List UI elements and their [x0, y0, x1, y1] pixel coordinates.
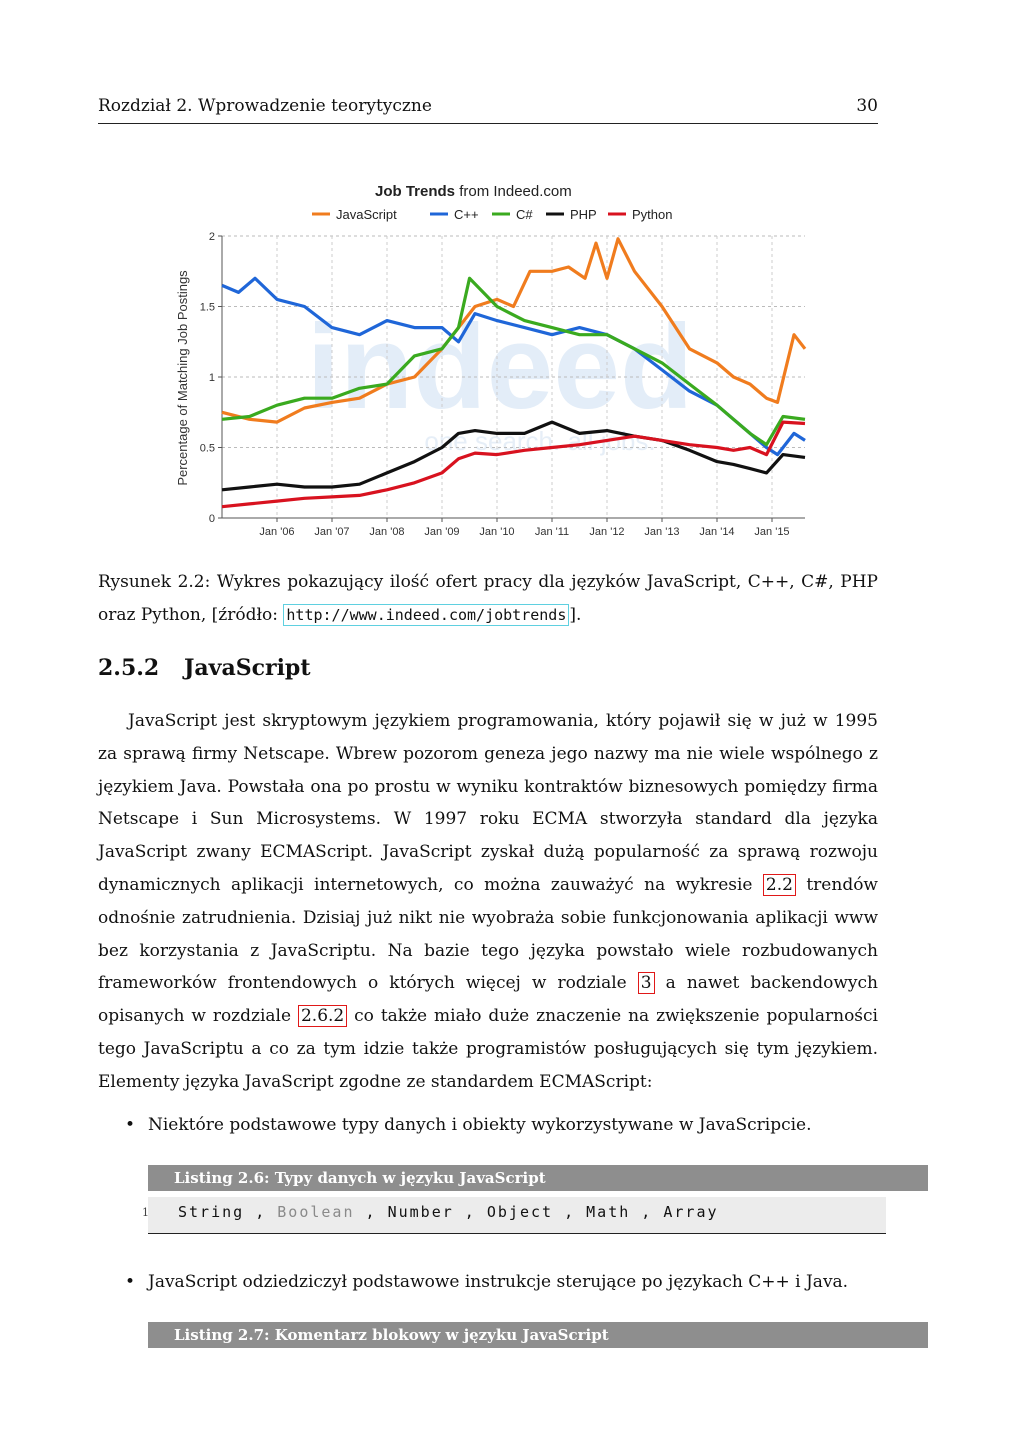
y-tick-label: 1 [208, 372, 215, 384]
section-ref-2-6-2[interactable]: 2.6.2 [298, 1005, 347, 1027]
code-line: String , Boolean , Number , Object , Math , Array [178, 1203, 719, 1221]
chart-title: Job Trends from Indeed.com [375, 183, 572, 200]
listing-2-6-title: Listing 2.6: Typy danych w języku JavaScript [148, 1165, 928, 1191]
listing-2-6-code [142, 1197, 886, 1234]
y-tick-label: 0 [208, 513, 215, 525]
y-tick-label: 1.5 [199, 301, 215, 314]
header-chapter-title: Rozdział 2. Wprowadzenie teorytyczne [98, 96, 432, 116]
legend-label: C++ [454, 207, 479, 222]
bullet-dot: • [125, 1115, 136, 1135]
source-link[interactable]: http://www.indeed.com/jobtrends [283, 604, 569, 626]
indeed-watermark: indeed [306, 300, 694, 434]
bullet-text: Niektóre podstawowe typy danych i obiekty wykorzystywane w JavaScripcie. [148, 1115, 812, 1135]
job-trends-chart [170, 178, 820, 543]
running-header [98, 96, 878, 124]
body-paragraph [98, 705, 878, 1099]
paragraph-text-1: JavaScript jest skryptowym językiem programowania, który pojawił się w już w 1995 za sprawą firmy Netscape. Wbrew pozorom geneza jego nazwy ma nie wiele wspólnego z językiem Java. Powstała ona po prostu w wyniku kontraktów biznesowych pomiędzy firma Netscape i Sun Microsystems. W 1997 roku ECMA stworzyła standard dla języka JavaScript zwany ECMAScript. JavaScript zyskał dużą popularność za sprawą rozwoju dynamicznych aplikacji internetowych, co można zauważyć na wykresie [98, 711, 878, 895]
paragraph-text-3: a nawet backendowych opisanych w rozdziale [98, 973, 879, 1027]
figure-ref-2-2[interactable]: 2.2 [763, 874, 796, 896]
x-tick-label: Jan '12 [589, 526, 625, 538]
chapter-ref-3[interactable]: 3 [638, 972, 655, 994]
legend-label: C# [516, 207, 533, 222]
section-heading [98, 655, 310, 681]
bullet-item-1 [125, 1115, 812, 1135]
legend-label: Python [632, 207, 673, 222]
figure-caption [98, 566, 878, 632]
indeed-watermark-tagline: one search. all jobs. [424, 426, 656, 456]
caption-text: Rysunek 2.2: Wykres pokazujący ilość ofert pracy dla języków JavaScript, C++, C#, PHP oraz Python, [źródło: [98, 572, 878, 625]
x-tick-label: Jan '09 [424, 526, 460, 538]
page-number: 30 [856, 96, 878, 116]
legend-label: JavaScript [336, 207, 397, 222]
bullet-item-2 [125, 1272, 848, 1292]
chart-legend [312, 207, 672, 222]
y-tick-label: 2 [208, 231, 215, 243]
x-tick-label: Jan '14 [699, 526, 735, 538]
paragraph-text-2: trendów odnośnie zatrudnienia. Dzisiaj już nikt nie wyobraża sobie funkcjonowania aplikacji www bez korzystania z JavaScriptu. Na bazie tego języka powstało wiele rozbudowanych frameworków frontendowych o których więcej w rodziale [98, 874, 878, 994]
paragraph-text-4: co także miało duże znaczenie na zwiększenie popularności tego JavaScriptu a co za tym idzie także programistów posługujących się tym językiem. Elementy języka JavaScript zgodne ze standardem ECMAScript: [98, 1006, 878, 1092]
x-tick-label: Jan '08 [369, 526, 405, 538]
legend-label: PHP [570, 207, 597, 222]
x-tick-label: Jan '15 [754, 526, 790, 538]
x-tick-label: Jan '10 [479, 526, 515, 538]
section-number: 2.5.2 [98, 655, 160, 681]
y-axis-label: Percentage of Matching Job Postings [175, 270, 190, 486]
y-tick-label: 0.5 [199, 442, 215, 455]
caption-tail: ]. [569, 605, 582, 625]
bullet-text: JavaScript odziedziczył podstawowe instrukcje sterujące po językach C++ i Java. [148, 1272, 849, 1292]
bullet-dot: • [125, 1272, 136, 1292]
x-tick-label: Jan '07 [314, 526, 350, 538]
job-trends-figure [170, 178, 820, 543]
x-tick-label: Jan '06 [259, 526, 295, 538]
listing-2-7-title: Listing 2.7: Komentarz blokowy w języku JavaScript [148, 1322, 928, 1348]
x-tick-label: Jan '13 [644, 526, 680, 538]
line-number: 1 [142, 1206, 149, 1219]
x-tick-label: Jan '11 [534, 526, 570, 538]
section-title: JavaScript [184, 655, 311, 681]
